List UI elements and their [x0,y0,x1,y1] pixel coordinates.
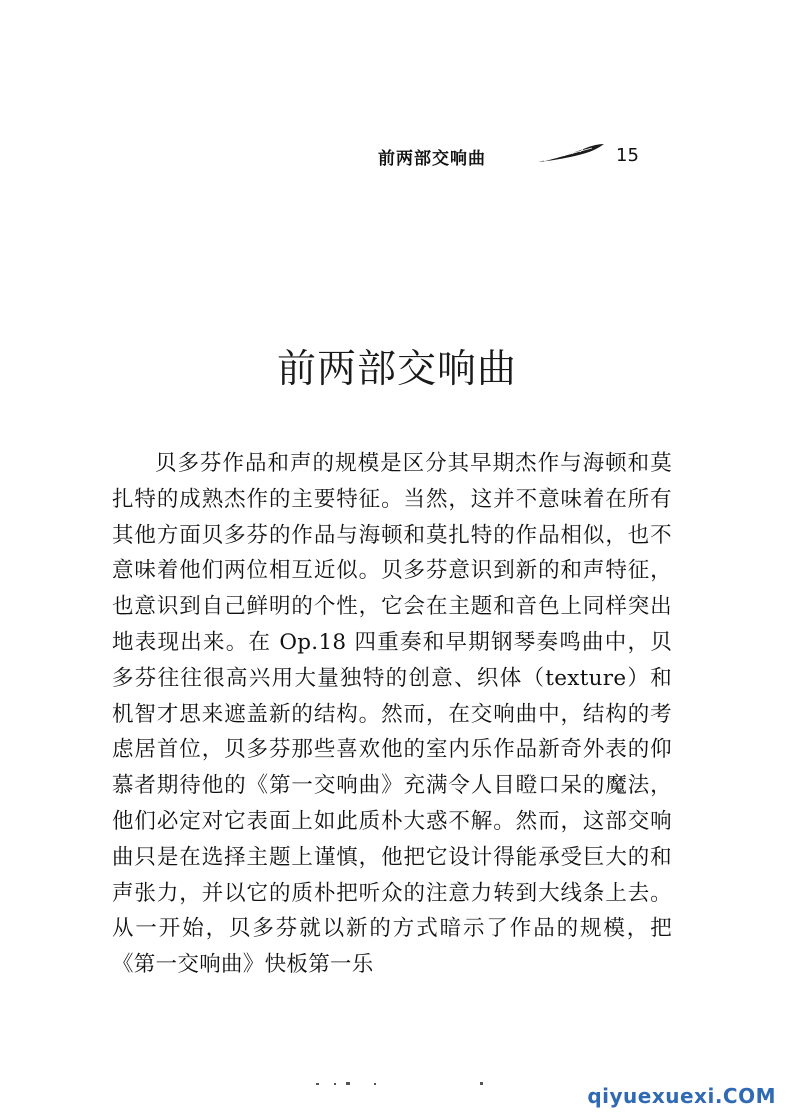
chapter-title: 前两部交响曲 [276,347,517,393]
watermark-logo [587,1084,776,1108]
quill-ornament-icon [536,142,606,166]
running-head [372,142,672,170]
scan-artifact [316,1080,486,1088]
running-title: 前两部交响曲 [378,149,486,169]
watermark-text: qiyuexuexi.COM [587,1084,776,1108]
page-number: 15 [616,145,639,166]
body-paragraph: 贝多芬作品和声的规模是区分其早期杰作与海顿和莫扎特的成熟杰作的主要特征。当然，这并不意味着在所有其他方面贝多芬的作品与海顿和莫扎特的作品相似，也不意味着他们两位相互近似。贝多芬意识到新的和声特征，也意识到自己鲜明的个性，它会在主题和音色上同样突出地表现出来。在 Op.18 四重奏和早期钢琴奏鸣曲中，贝多芬往往很高兴用大量独特的创意、织体（texture）和机智才思来遮盖新的结构。然而，在交响曲中，结构的考虑居首位，贝多芬那些喜欢他的室内乐作品新奇外表的仰慕者期待他的《第一交响曲》充满令人目瞪口呆的魔法，他们必定对它表面上如此质朴大惑不解。然而，这部交响曲只是在选择主题上谨慎，他把它设计得能承受巨大的和声张力，并以它的质朴把听众的注意力转到大线条上去。从一开始，贝多芬就以新的方式暗示了作品的规模，把《第一交响曲》快板第一乐 [112,451,672,978]
